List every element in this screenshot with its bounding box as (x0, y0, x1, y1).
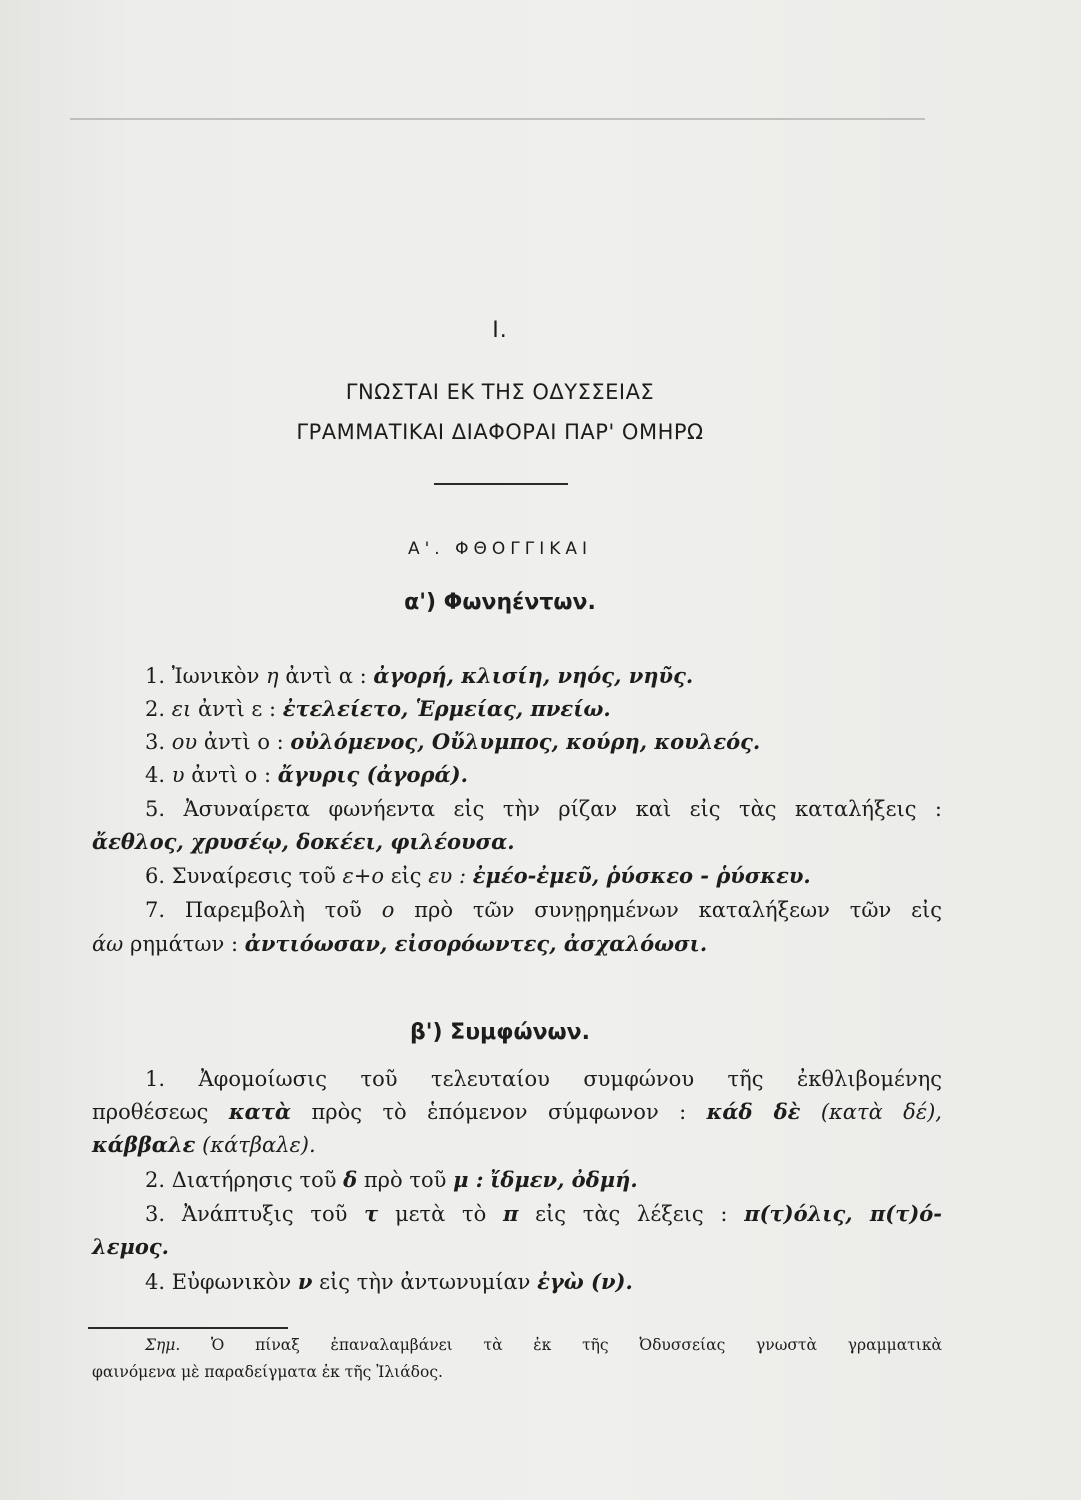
vowel-rule-6: 6. Συναίρεσις τοῦ ε+ο εἰς ευ : ἐμέο-ἐμεῦ, ῥύσκεο - ῥύσκευ. (145, 863, 811, 888)
footnote-rule (88, 1327, 288, 1329)
example-words: λεμος. (92, 1234, 169, 1259)
title-divider (434, 483, 568, 485)
consonant-rule-1-continuation: προθέσεως κατὰ πρὸς τὸ ἑπόμενον σύμφωνον : κάδ δὲ (κατὰ δέ), (92, 1099, 942, 1124)
example-words: κάββαλε (92, 1132, 196, 1157)
example-words: ἀγορή, κλισίη, νηός, νηῦς. (373, 663, 694, 688)
footnote-line-1: Σημ. Ὁ πίναξ ἐπαναλαμβάνει τὰ ἐκ τῆς Ὀδυσσείας γνωστὰ γραμματικὰ (145, 1336, 942, 1354)
example-words: π(τ)όλις, π(τ)ό- (744, 1201, 943, 1226)
vowel-rule-4: 4. υ ἀντὶ ο : ἄγυρις (ἀγορά). (145, 762, 468, 787)
part-a-heading: Α'. ΦΘΟΓΓΙΚΑΙ (408, 539, 592, 559)
vowel-rule-1: 1. Ἰωνικὸν η ἀντὶ α : ἀγορή, κλισίη, νηός, νηῦς. (145, 663, 694, 688)
consonant-rule-1-continuation-2: κάββαλε (κάτβαλε). (92, 1132, 316, 1157)
chapter-number: I. (492, 318, 508, 343)
vowel-rule-5-continuation (92, 827, 942, 857)
vowel-rule-2: 2. ει ἀντὶ ε : ἐτελείετο, Ἑρμείας, πνείω. (145, 696, 611, 721)
footnote-line-2: φαινόμενα μὲ παραδείγματα ἐκ τῆς Ἰλιάδος. (92, 1363, 443, 1381)
header-rule (70, 118, 925, 120)
vowel-rule-3: 3. ου ἀντὶ ο : οὐλόμενος, Οὔλυμπος, κούρη, κουλεός. (145, 729, 761, 754)
consonant-rule-1: 1. Ἀφομοίωσις τοῦ τελευταίου συμφώνου τῆς ἐκθλιβομένης (145, 1067, 942, 1091)
consonant-rule-2: 2. Διατήρησις τοῦ δ πρὸ τοῦ μ : ἴδμεν, ὀδμή. (145, 1167, 638, 1192)
vowels-heading: α') Φωνηέντων. (404, 590, 596, 615)
example-words: κάδ δὲ (706, 1099, 801, 1124)
footnote-label: Σημ. (145, 1336, 181, 1354)
chapter-title-line-1: ΓΝΩΣΤΑΙ ΕΚ ΤΗΣ ΟΔΥΣΣΕΙΑΣ (345, 380, 655, 404)
example-words: ἄεθλος, χρυσέῳ, δοκέει, φιλέουσα. (92, 829, 515, 854)
example-words: ἐτελείετο, Ἑρμείας, πνείω. (282, 696, 611, 721)
chapter-title-line-2: ΓΡΑΜΜΑΤΙΚΑΙ ΔΙΑΦΟΡΑΙ ΠΑΡ' ΟΜΗΡΩ (296, 420, 704, 444)
example-words: ἐγὼ (ν). (537, 1269, 633, 1294)
example-words: ἐμέο-ἐμεῦ, ῥύσκεο - ῥύσκευ. (472, 863, 811, 888)
vowel-rule-5: 5. Ἀσυναίρετα φωνήεντα εἰς τὴν ρίζαν καὶ εἰς τὰς καταλήξεις : (145, 797, 942, 821)
vowel-rule-7: 7. Παρεμβολὴ τοῦ ο πρὸ τῶν συνῃρημένων καταλήξεων τῶν εἰς (145, 898, 943, 922)
consonants-heading: β') Συμφώνων. (409, 1020, 591, 1045)
example-words: ἴδμεν, ὀδμή. (490, 1167, 638, 1192)
example-words: ἄγυρις (ἀγορά). (277, 762, 468, 787)
consonant-rule-3-continuation (92, 1232, 942, 1262)
consonant-rule-4: 4. Εὐφωνικὸν ν εἰς τὴν ἀντωνυμίαν ἐγὼ (ν). (145, 1269, 633, 1294)
consonant-rule-3: 3. Ἀνάπτυξις τοῦ τ μετὰ τὸ π εἰς τὰς λέξεις : π(τ)όλις, π(τ)ό- (145, 1201, 943, 1226)
example-words: ἀντιόωσαν, εἰσορόωντες, ἀσχαλόωσι. (244, 931, 708, 956)
vowel-rule-7-continuation: άω ρημάτων : ἀντιόωσαν, εἰσορόωντες, ἀσχαλόωσι. (92, 931, 708, 956)
example-words: οὐλόμενος, Οὔλυμπος, κούρη, κουλεός. (290, 729, 761, 754)
